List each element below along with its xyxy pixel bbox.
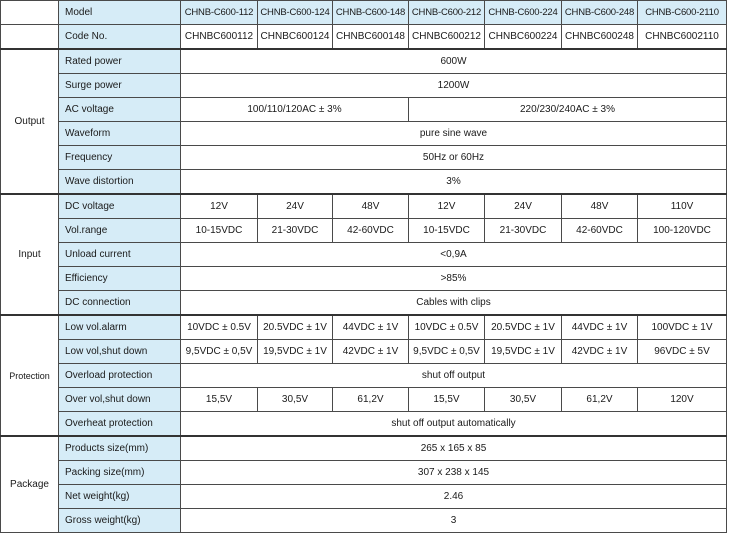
efficiency-value: >85% (181, 267, 727, 291)
model-cell: CHNB-C600-2110 (638, 1, 727, 25)
code-label: Code No. (59, 25, 181, 50)
output-section-label: Output (1, 49, 59, 194)
packing-size-label: Packing size(mm) (59, 461, 181, 485)
ac-voltage-value-high: 220/230/240AC ± 3% (409, 98, 727, 122)
dc-voltage-row (1, 194, 727, 219)
frequency-value: 50Hz or 60Hz (181, 146, 727, 170)
waveform-value: pure sine wave (181, 122, 727, 146)
low-vol-shutdown-cell: 19,5VDC ± 1V (258, 340, 333, 364)
code-cell: CHNBC600212 (409, 25, 485, 50)
vol-range-cell: 100-120VDC (638, 219, 727, 243)
frequency-row (1, 146, 727, 170)
low-vol-alarm-row (1, 315, 727, 340)
dc-voltage-label: DC voltage (59, 194, 181, 219)
code-cell: CHNBC600248 (562, 25, 638, 50)
rated-power-row (1, 49, 727, 74)
vol-range-cell: 21-30VDC (258, 219, 333, 243)
products-size-row (1, 436, 727, 461)
rated-power-value: 600W (181, 49, 727, 74)
dc-voltage-cell: 12V (409, 194, 485, 219)
model-row (1, 1, 727, 25)
gross-weight-value: 3 (181, 509, 727, 533)
low-vol-alarm-label: Low vol.alarm (59, 315, 181, 340)
over-vol-shutdown-cell: 61,2V (333, 388, 409, 412)
vol-range-cell: 10-15VDC (181, 219, 258, 243)
dc-voltage-cell: 48V (562, 194, 638, 219)
net-weight-row (1, 485, 727, 509)
model-cell: CHNB-C600-148 (333, 1, 409, 25)
unload-current-label: Unload current (59, 243, 181, 267)
waveform-label: Waveform (59, 122, 181, 146)
header-corner-2 (1, 25, 59, 50)
vol-range-row (1, 219, 727, 243)
input-section-label: Input (1, 194, 59, 315)
low-vol-shutdown-row (1, 340, 727, 364)
code-cell: CHNBC600224 (485, 25, 562, 50)
unload-current-row (1, 243, 727, 267)
over-vol-shutdown-row (1, 388, 727, 412)
code-cell: CHNBC600124 (258, 25, 333, 50)
low-vol-shutdown-cell: 42VDC ± 1V (562, 340, 638, 364)
vol-range-cell: 42-60VDC (333, 219, 409, 243)
packing-size-row (1, 461, 727, 485)
surge-power-label: Surge power (59, 74, 181, 98)
ac-voltage-row (1, 98, 727, 122)
frequency-label: Frequency (59, 146, 181, 170)
low-vol-shutdown-cell: 9,5VDC ± 0,5V (181, 340, 258, 364)
dc-connection-value: Cables with clips (181, 291, 727, 316)
low-vol-alarm-cell: 44VDC ± 1V (562, 315, 638, 340)
code-cell: CHNBC6002110 (638, 25, 727, 50)
efficiency-row (1, 267, 727, 291)
model-cell: CHNB-C600-212 (409, 1, 485, 25)
low-vol-shutdown-cell: 42VDC ± 1V (333, 340, 409, 364)
over-vol-shutdown-cell: 30,5V (485, 388, 562, 412)
unload-current-value: <0,9A (181, 243, 727, 267)
model-cell: CHNB-C600-224 (485, 1, 562, 25)
low-vol-alarm-cell: 44VDC ± 1V (333, 315, 409, 340)
overheat-label: Overheat protection (59, 412, 181, 437)
dc-voltage-cell: 12V (181, 194, 258, 219)
low-vol-shutdown-label: Low vol,shut down (59, 340, 181, 364)
low-vol-shutdown-cell: 96VDC ± 5V (638, 340, 727, 364)
overload-row (1, 364, 727, 388)
header-corner (1, 1, 59, 25)
protection-section-label: Protection (1, 315, 59, 436)
waveform-row (1, 122, 727, 146)
model-cell: CHNB-C600-112 (181, 1, 258, 25)
over-vol-shutdown-cell: 15,5V (409, 388, 485, 412)
model-label: Model (59, 1, 181, 25)
packing-size-value: 307 x 238 x 145 (181, 461, 727, 485)
dc-voltage-cell: 110V (638, 194, 727, 219)
ac-voltage-value-low: 100/110/120AC ± 3% (181, 98, 409, 122)
products-size-label: Products size(mm) (59, 436, 181, 461)
vol-range-cell: 42-60VDC (562, 219, 638, 243)
low-vol-alarm-cell: 100VDC ± 1V (638, 315, 727, 340)
vol-range-label: Vol.range (59, 219, 181, 243)
net-weight-value: 2.46 (181, 485, 727, 509)
surge-power-row (1, 74, 727, 98)
low-vol-shutdown-cell: 19,5VDC ± 1V (485, 340, 562, 364)
wave-distortion-row (1, 170, 727, 195)
wave-distortion-label: Wave distortion (59, 170, 181, 195)
over-vol-shutdown-cell: 61,2V (562, 388, 638, 412)
model-cell: CHNB-C600-124 (258, 1, 333, 25)
vol-range-cell: 21-30VDC (485, 219, 562, 243)
over-vol-shutdown-cell: 120V (638, 388, 727, 412)
efficiency-label: Efficiency (59, 267, 181, 291)
over-vol-shutdown-cell: 15,5V (181, 388, 258, 412)
overload-value: shut off output (181, 364, 727, 388)
model-cell: CHNB-C600-248 (562, 1, 638, 25)
overload-label: Overload protection (59, 364, 181, 388)
code-cell: CHNBC600112 (181, 25, 258, 50)
products-size-value: 265 x 165 x 85 (181, 436, 727, 461)
dc-voltage-cell: 24V (258, 194, 333, 219)
low-vol-alarm-cell: 10VDC ± 0.5V (181, 315, 258, 340)
wave-distortion-value: 3% (181, 170, 727, 195)
rated-power-label: Rated power (59, 49, 181, 74)
vol-range-cell: 10-15VDC (409, 219, 485, 243)
overheat-row (1, 412, 727, 437)
low-vol-alarm-cell: 10VDC ± 0.5V (409, 315, 485, 340)
ac-voltage-label: AC voltage (59, 98, 181, 122)
over-vol-shutdown-cell: 30,5V (258, 388, 333, 412)
dc-voltage-cell: 24V (485, 194, 562, 219)
dc-connection-label: DC connection (59, 291, 181, 316)
gross-weight-row (1, 509, 727, 533)
overheat-value: shut off output automatically (181, 412, 727, 437)
low-vol-shutdown-cell: 9,5VDC ± 0,5V (409, 340, 485, 364)
dc-connection-row (1, 291, 727, 316)
package-section-label: Package (1, 436, 59, 533)
gross-weight-label: Gross weight(kg) (59, 509, 181, 533)
over-vol-shutdown-label: Over vol,shut down (59, 388, 181, 412)
dc-voltage-cell: 48V (333, 194, 409, 219)
code-cell: CHNBC600148 (333, 25, 409, 50)
net-weight-label: Net weight(kg) (59, 485, 181, 509)
low-vol-alarm-cell: 20.5VDC ± 1V (485, 315, 562, 340)
code-row (1, 25, 727, 50)
surge-power-value: 1200W (181, 74, 727, 98)
low-vol-alarm-cell: 20.5VDC ± 1V (258, 315, 333, 340)
